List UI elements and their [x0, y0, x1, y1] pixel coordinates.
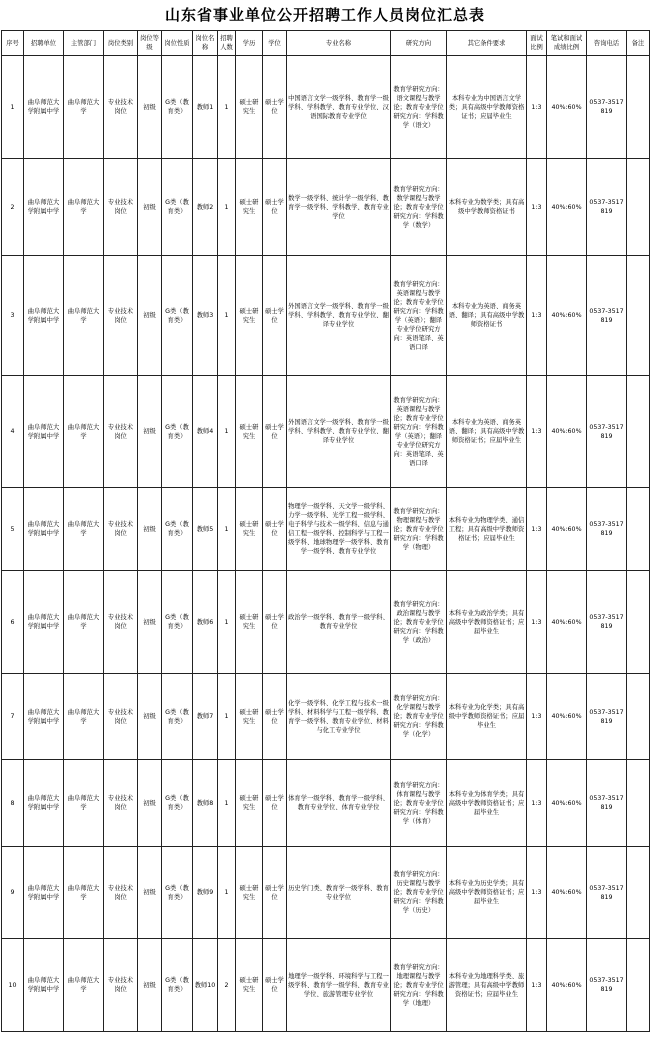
- cell-note: [627, 56, 650, 159]
- header-cell: 岗位性质: [162, 31, 193, 56]
- header-cell: 备注: [627, 31, 650, 56]
- cell-degree: 硕士学位: [263, 847, 287, 939]
- table-row: [2, 376, 650, 488]
- cell-nature: G类（教育类）: [162, 674, 193, 760]
- cell-unit: 曲阜师范大学附属中学: [24, 939, 64, 1032]
- cell-phone: 0537-3517819: [587, 847, 627, 939]
- cell-direction: 教育学研究方向：历史课程与教学论；教育专业学位研究方向：学科教学（历史）: [391, 847, 447, 939]
- cell-count: 1: [218, 571, 236, 674]
- cell-ratio: 1:3: [527, 939, 547, 1032]
- cell-note: [627, 488, 650, 571]
- cell-degree: 硕士学位: [263, 56, 287, 159]
- cell-level: 初级: [138, 674, 162, 760]
- cell-ratio: 1:3: [527, 56, 547, 159]
- cell-edu: 硕士研究生: [236, 760, 263, 847]
- header-row: [2, 31, 650, 56]
- cell-level: 初级: [138, 571, 162, 674]
- cell-phone: 0537-3517819: [587, 571, 627, 674]
- cell-nature: G类（教育类）: [162, 488, 193, 571]
- header-cell: 其它条件要求: [447, 31, 527, 56]
- cell-major: 地理学一级学科、环境科学与工程一级学科、教育学一级学科、教育专业学位、旅游管理专业学位: [287, 939, 391, 1032]
- cell-major: 外国语言文学一级学科、教育学一级学科、学科教学、教育专业学位、翻译专业学位: [287, 256, 391, 376]
- cell-name: 教师2: [193, 159, 218, 256]
- header-cell: 研究方向: [391, 31, 447, 56]
- cell-count: 1: [218, 376, 236, 488]
- cell-note: [627, 571, 650, 674]
- cell-no: 5: [2, 488, 24, 571]
- cell-category: 专业技术岗位: [104, 488, 138, 571]
- cell-ratio: 1:3: [527, 159, 547, 256]
- cell-direction: 教育学研究方向：化学课程与教学论；教育专业学位研究方向：学科教学（化学）: [391, 674, 447, 760]
- cell-major: 中国语言文学一级学科、教育学一级学科、学科教学、教育专业学位、汉语国际教育专业学位: [287, 56, 391, 159]
- cell-edu: 硕士研究生: [236, 847, 263, 939]
- header-cell: 岗位名称: [193, 31, 218, 56]
- cell-edu: 硕士研究生: [236, 488, 263, 571]
- cell-count: 1: [218, 56, 236, 159]
- cell-nature: G类（教育类）: [162, 847, 193, 939]
- cell-score: 40%:60%: [547, 376, 587, 488]
- cell-no: 1: [2, 56, 24, 159]
- cell-dept: 曲阜师范大学: [64, 760, 104, 847]
- cell-other: 本科专业为英语、商务英语、翻译；具有高级中学教师资格证书；应届毕业生: [447, 376, 527, 488]
- cell-unit: 曲阜师范大学附属中学: [24, 571, 64, 674]
- cell-other: 本科专业为中国语言文学类；具有高级中学教师资格证书；应届毕业生: [447, 56, 527, 159]
- cell-unit: 曲阜师范大学附属中学: [24, 488, 64, 571]
- cell-level: 初级: [138, 376, 162, 488]
- cell-category: 专业技术岗位: [104, 56, 138, 159]
- cell-nature: G类（教育类）: [162, 159, 193, 256]
- cell-name: 教师10: [193, 939, 218, 1032]
- cell-edu: 硕士研究生: [236, 56, 263, 159]
- cell-dept: 曲阜师范大学: [64, 674, 104, 760]
- cell-level: 初级: [138, 939, 162, 1032]
- cell-phone: 0537-3517819: [587, 376, 627, 488]
- cell-category: 专业技术岗位: [104, 256, 138, 376]
- cell-score: 40%:60%: [547, 56, 587, 159]
- cell-dept: 曲阜师范大学: [64, 159, 104, 256]
- cell-nature: G类（教育类）: [162, 56, 193, 159]
- cell-direction: 教育学研究方向：体育课程与教学论；教育专业学位研究方向：学科教学（体育）: [391, 760, 447, 847]
- cell-phone: 0537-3517819: [587, 488, 627, 571]
- header-cell: 专业名称: [287, 31, 391, 56]
- table-row: [2, 488, 650, 571]
- header-cell: 招聘人数: [218, 31, 236, 56]
- cell-unit: 曲阜师范大学附属中学: [24, 760, 64, 847]
- cell-name: 教师8: [193, 760, 218, 847]
- cell-note: [627, 376, 650, 488]
- cell-dept: 曲阜师范大学: [64, 56, 104, 159]
- header-cell: 面试比例: [527, 31, 547, 56]
- cell-note: [627, 847, 650, 939]
- header-cell: 序号: [2, 31, 24, 56]
- cell-ratio: 1:3: [527, 760, 547, 847]
- cell-edu: 硕士研究生: [236, 159, 263, 256]
- cell-other: 本科专业为英语、商务英语、翻译；具有高级中学教师资格证书: [447, 256, 527, 376]
- header-cell: 岗位类别: [104, 31, 138, 56]
- table-row: [2, 847, 650, 939]
- header-cell: 笔试和面试成绩比例: [547, 31, 587, 56]
- cell-name: 教师3: [193, 256, 218, 376]
- cell-major: 化学一级学科、化学工程与技术一级学科、材料科学与工程一级学科、教育学一级学科、教育专业学位、材料与化工专业学位: [287, 674, 391, 760]
- cell-unit: 曲阜师范大学附属中学: [24, 56, 64, 159]
- cell-direction: 教育学研究方向：物理课程与教学论；教育专业学位研究方向：学科教学（物理）: [391, 488, 447, 571]
- cell-phone: 0537-3517819: [587, 256, 627, 376]
- cell-dept: 曲阜师范大学: [64, 488, 104, 571]
- cell-direction: 教育学研究方向：数学课程与教学论；教育专业学位研究方向：学科教学（数学）: [391, 159, 447, 256]
- cell-name: 教师4: [193, 376, 218, 488]
- cell-ratio: 1:3: [527, 571, 547, 674]
- cell-category: 专业技术岗位: [104, 760, 138, 847]
- cell-count: 1: [218, 674, 236, 760]
- cell-no: 6: [2, 571, 24, 674]
- cell-no: 2: [2, 159, 24, 256]
- cell-unit: 曲阜师范大学附属中学: [24, 847, 64, 939]
- header-cell: 咨询电话: [587, 31, 627, 56]
- cell-score: 40%:60%: [547, 159, 587, 256]
- cell-category: 专业技术岗位: [104, 939, 138, 1032]
- cell-count: 1: [218, 488, 236, 571]
- table-row: [2, 939, 650, 1032]
- cell-name: 教师1: [193, 56, 218, 159]
- cell-score: 40%:60%: [547, 939, 587, 1032]
- cell-no: 10: [2, 939, 24, 1032]
- cell-count: 1: [218, 256, 236, 376]
- cell-unit: 曲阜师范大学附属中学: [24, 159, 64, 256]
- cell-major: 历史学门类、教育学一级学科、教育专业学位: [287, 847, 391, 939]
- cell-category: 专业技术岗位: [104, 847, 138, 939]
- table-title: 山东省事业单位公开招聘工作人员岗位汇总表: [164, 6, 485, 24]
- cell-unit: 曲阜师范大学附属中学: [24, 376, 64, 488]
- cell-score: 40%:60%: [547, 674, 587, 760]
- cell-major: 数学一级学科、统计学一级学科、教育学一级学科、学科教学、教育专业学位: [287, 159, 391, 256]
- header-cell: 招聘单位: [24, 31, 64, 56]
- cell-unit: 曲阜师范大学附属中学: [24, 674, 64, 760]
- cell-score: 40%:60%: [547, 760, 587, 847]
- cell-name: 教师6: [193, 571, 218, 674]
- cell-no: 7: [2, 674, 24, 760]
- cell-other: 本科专业为地理科学类、旅游管理；具有高级中学教师资格证书；应届毕业生: [447, 939, 527, 1032]
- cell-no: 8: [2, 760, 24, 847]
- cell-name: 教师9: [193, 847, 218, 939]
- cell-degree: 硕士学位: [263, 159, 287, 256]
- cell-phone: 0537-3517819: [587, 159, 627, 256]
- cell-level: 初级: [138, 159, 162, 256]
- table-row: [2, 674, 650, 760]
- cell-other: 本科专业为政治学类；具有高级中学教师资格证书；应届毕业生: [447, 571, 527, 674]
- cell-degree: 硕士学位: [263, 571, 287, 674]
- cell-score: 40%:60%: [547, 847, 587, 939]
- cell-count: 1: [218, 760, 236, 847]
- cell-direction: 教育学研究方向：语文课程与教学论；教育专业学位研究方向：学科教学（语文）: [391, 56, 447, 159]
- cell-ratio: 1:3: [527, 847, 547, 939]
- cell-count: 2: [218, 939, 236, 1032]
- cell-dept: 曲阜师范大学: [64, 571, 104, 674]
- cell-category: 专业技术岗位: [104, 674, 138, 760]
- cell-name: 教师7: [193, 674, 218, 760]
- cell-level: 初级: [138, 56, 162, 159]
- cell-degree: 硕士学位: [263, 256, 287, 376]
- cell-no: 9: [2, 847, 24, 939]
- header-cell: 主管部门: [64, 31, 104, 56]
- table-row: [2, 571, 650, 674]
- cell-note: [627, 674, 650, 760]
- cell-edu: 硕士研究生: [236, 674, 263, 760]
- cell-ratio: 1:3: [527, 256, 547, 376]
- header-cell: 学历: [236, 31, 263, 56]
- cell-degree: 硕士学位: [263, 376, 287, 488]
- cell-nature: G类（教育类）: [162, 256, 193, 376]
- cell-count: 1: [218, 847, 236, 939]
- cell-score: 40%:60%: [547, 256, 587, 376]
- cell-level: 初级: [138, 760, 162, 847]
- cell-note: [627, 159, 650, 256]
- table-row: [2, 760, 650, 847]
- cell-major: 政治学一级学科、教育学一级学科、教育专业学位: [287, 571, 391, 674]
- cell-nature: G类（教育类）: [162, 376, 193, 488]
- cell-other: 本科专业为物理学类、通信工程；具有高级中学教师资格证书；应届毕业生: [447, 488, 527, 571]
- cell-phone: 0537-3517819: [587, 939, 627, 1032]
- cell-category: 专业技术岗位: [104, 571, 138, 674]
- table-row: [2, 256, 650, 376]
- cell-ratio: 1:3: [527, 488, 547, 571]
- cell-phone: 0537-3517819: [587, 760, 627, 847]
- cell-no: 4: [2, 376, 24, 488]
- cell-nature: G类（教育类）: [162, 939, 193, 1032]
- cell-note: [627, 939, 650, 1032]
- table-row: [2, 56, 650, 159]
- cell-level: 初级: [138, 488, 162, 571]
- cell-level: 初级: [138, 847, 162, 939]
- cell-note: [627, 760, 650, 847]
- cell-major: 外国语言文学一级学科、教育学一级学科、学科教学、教育专业学位、翻译专业学位: [287, 376, 391, 488]
- cell-phone: 0537-3517819: [587, 674, 627, 760]
- cell-degree: 硕士学位: [263, 939, 287, 1032]
- positions-table: [1, 30, 650, 1032]
- cell-name: 教师5: [193, 488, 218, 571]
- cell-other: 本科专业为体育学类；具有高级中学教师资格证书；应届毕业生: [447, 760, 527, 847]
- cell-other: 本科专业为历史学类；具有高级中学教师资格证书；应届毕业生: [447, 847, 527, 939]
- cell-edu: 硕士研究生: [236, 571, 263, 674]
- cell-unit: 曲阜师范大学附属中学: [24, 256, 64, 376]
- cell-degree: 硕士学位: [263, 674, 287, 760]
- cell-direction: 教育学研究方向：政治课程与教学论；教育专业学位研究方向：学科教学（政治）: [391, 571, 447, 674]
- cell-direction: 教育学研究方向：地理课程与教学论；教育专业学位研究方向：学科教学（地理）: [391, 939, 447, 1032]
- cell-nature: G类（教育类）: [162, 571, 193, 674]
- cell-major: 体育学一级学科、教育学一级学科、教育专业学位、体育专业学位: [287, 760, 391, 847]
- cell-edu: 硕士研究生: [236, 376, 263, 488]
- cell-dept: 曲阜师范大学: [64, 256, 104, 376]
- cell-direction: 教育学研究方向：英语课程与教学论；教育专业学位研究方向：学科教学（英语）；翻译专业学位研究方向：英语笔译、英语口译: [391, 376, 447, 488]
- cell-degree: 硕士学位: [263, 760, 287, 847]
- cell-other: 本科专业为数学类；具有高级中学教师资格证书: [447, 159, 527, 256]
- cell-category: 专业技术岗位: [104, 376, 138, 488]
- header-cell: 岗位等级: [138, 31, 162, 56]
- cell-dept: 曲阜师范大学: [64, 939, 104, 1032]
- cell-other: 本科专业为化学类；具有高级中学教师资格证书；应届毕业生: [447, 674, 527, 760]
- table-row: [2, 159, 650, 256]
- cell-phone: 0537-3517819: [587, 56, 627, 159]
- cell-count: 1: [218, 159, 236, 256]
- cell-category: 专业技术岗位: [104, 159, 138, 256]
- cell-degree: 硕士学位: [263, 488, 287, 571]
- cell-score: 40%:60%: [547, 571, 587, 674]
- cell-dept: 曲阜师范大学: [64, 376, 104, 488]
- cell-score: 40%:60%: [547, 488, 587, 571]
- cell-nature: G类（教育类）: [162, 760, 193, 847]
- header-cell: 学位: [263, 31, 287, 56]
- cell-level: 初级: [138, 256, 162, 376]
- cell-major: 物理学一级学科、天文学一级学科、力学一级学科、光学工程一级学科、电子科学与技术一级学科、信息与通信工程一级学科、控制科学与工程一级学科、地球物理学一级学科、教育学一级学科、教育专业学位: [287, 488, 391, 571]
- cell-dept: 曲阜师范大学: [64, 847, 104, 939]
- cell-ratio: 1:3: [527, 674, 547, 760]
- cell-note: [627, 256, 650, 376]
- cell-edu: 硕士研究生: [236, 939, 263, 1032]
- cell-ratio: 1:3: [527, 376, 547, 488]
- cell-direction: 教育学研究方向：英语课程与教学论；教育专业学位研究方向：学科教学（英语）；翻译专业学位研究方向：英语笔译、英语口译: [391, 256, 447, 376]
- cell-no: 3: [2, 256, 24, 376]
- cell-edu: 硕士研究生: [236, 256, 263, 376]
